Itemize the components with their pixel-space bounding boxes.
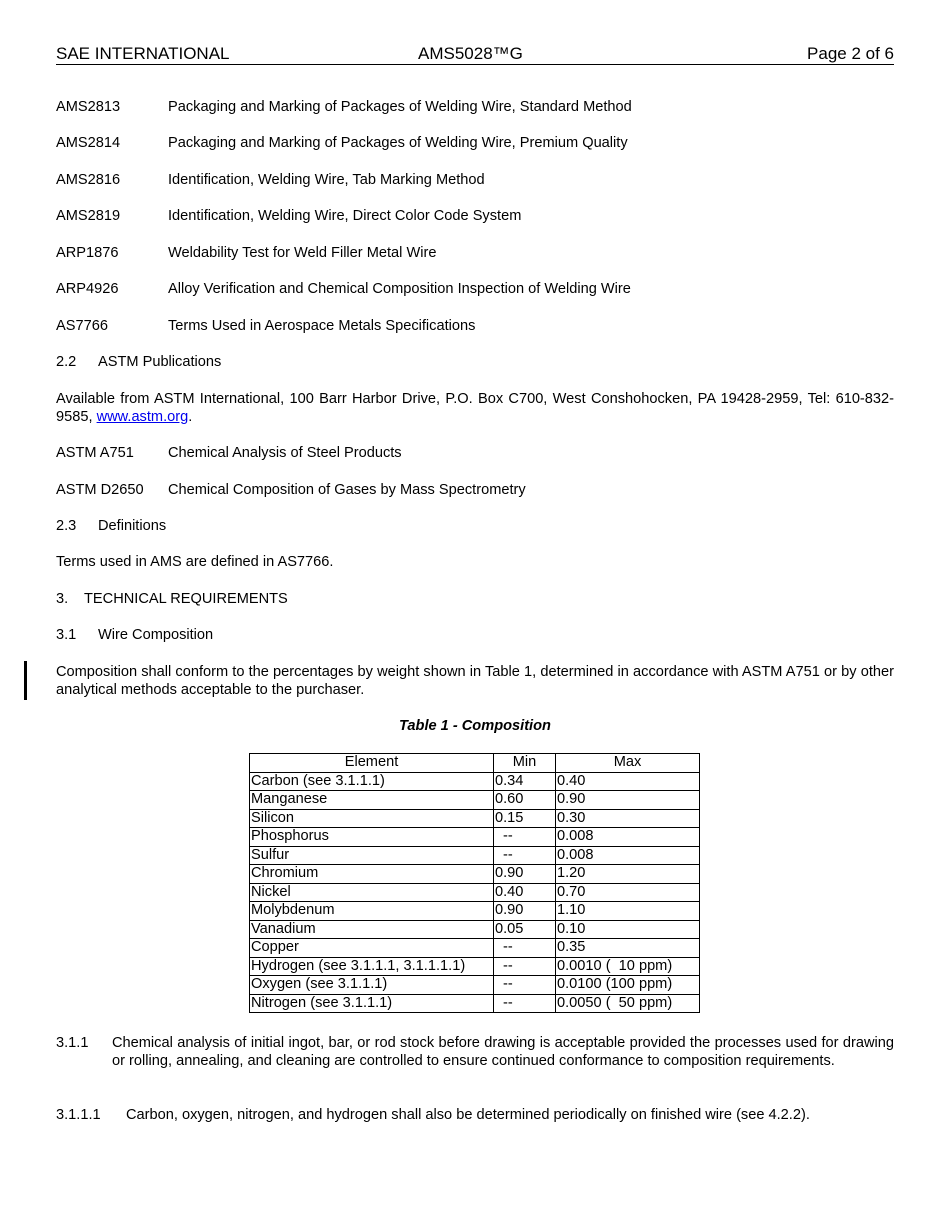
reference-title: Alloy Verification and Chemical Composition Inspection of Welding Wire [168, 281, 631, 297]
section-title: Wire Composition [98, 627, 214, 643]
cell-min: -- [494, 994, 556, 1013]
page-header [56, 44, 894, 65]
reference-entry [56, 317, 894, 335]
header-doc-number: AMS5028™G [418, 44, 523, 63]
reference-code: AS7766 [56, 318, 108, 334]
astm-availability-paragraph [56, 390, 894, 426]
header-org: SAE INTERNATIONAL [56, 44, 230, 63]
paragraph-text: Carbon, oxygen, nitrogen, and hydrogen shall also be determined periodically on finished wire (see 4.2.2). [126, 1107, 810, 1123]
cell-element: Oxygen (see 3.1.1.1) [250, 976, 494, 995]
reference-code: ASTM D2650 [56, 482, 144, 498]
cell-max: 0.35 [556, 939, 700, 958]
cell-element: Carbon (see 3.1.1.1) [250, 772, 494, 791]
column-header-max: Max [556, 754, 700, 773]
reference-entry [56, 171, 894, 189]
paragraph-text: Chemical analysis of initial ingot, bar, or rod stock before drawing is acceptable provided the processes used for drawing or rolling, annealing, and cleaning are controlled to ensure continued conformance to composition requirements. [112, 1035, 894, 1069]
reference-code: AMS2816 [56, 172, 121, 188]
composition-paragraph: Composition shall conform to the percentages by weight shown in Table 1, determined in accordance with ASTM A751 or by other analytical methods acceptable to the purchaser. [56, 664, 894, 698]
reference-entry [56, 280, 894, 298]
section-number: 3.1 [56, 627, 77, 643]
table-row [250, 939, 700, 958]
paragraph-number: 3.1.1.1 [56, 1107, 101, 1123]
astm-availability-text: Available from ASTM International, 100 Barr Harbor Drive, P.O. Box C700, West Conshohocken, PA 19428-2959, Tel: 610-832-9585, [56, 391, 894, 425]
cell-max: 0.30 [556, 809, 700, 828]
reference-entry [56, 98, 894, 116]
cell-min: 0.90 [494, 902, 556, 921]
paragraph-number: 3.1.1 [56, 1035, 89, 1051]
reference-entry [56, 207, 894, 225]
reference-title: Identification, Welding Wire, Tab Marking Method [168, 172, 485, 188]
cell-min: -- [494, 957, 556, 976]
cell-min: -- [494, 846, 556, 865]
cell-element: Molybdenum [250, 902, 494, 921]
cell-element: Nickel [250, 883, 494, 902]
reference-code: AMS2813 [56, 99, 121, 115]
reference-code: ASTM A751 [56, 445, 134, 461]
reference-title: Chemical Composition of Gases by Mass Spectrometry [168, 482, 526, 498]
cell-min: -- [494, 939, 556, 958]
reference-title: Weldability Test for Weld Filler Metal Wire [168, 245, 437, 261]
table-row [250, 920, 700, 939]
astm-website-link[interactable]: www.astm.org [96, 409, 189, 425]
cell-min: -- [494, 828, 556, 847]
cell-max: 0.10 [556, 920, 700, 939]
reference-entry [56, 481, 894, 499]
table-row [250, 865, 700, 884]
table-row [250, 846, 700, 865]
astm-availability-tail: . [188, 409, 193, 425]
cell-max: 0.0100 (100 ppm) [556, 976, 700, 995]
cell-min: 0.15 [494, 809, 556, 828]
table-caption: Table 1 - Composition [399, 718, 551, 734]
reference-title: Terms Used in Aerospace Metals Specifications [168, 318, 476, 334]
cell-min: 0.05 [494, 920, 556, 939]
cell-max: 1.20 [556, 865, 700, 884]
table-body [250, 772, 700, 1013]
table-row [250, 809, 700, 828]
reference-code: AMS2819 [56, 208, 121, 224]
table-row [250, 883, 700, 902]
table-header-row [250, 754, 700, 773]
cell-element: Nitrogen (see 3.1.1.1) [250, 994, 494, 1013]
section-heading-3-1 [56, 626, 894, 644]
cell-min: 0.34 [494, 772, 556, 791]
table-row [250, 828, 700, 847]
cell-element: Manganese [250, 791, 494, 810]
section-number: 2.3 [56, 518, 77, 534]
reference-code: ARP1876 [56, 245, 119, 261]
cell-max: 0.90 [556, 791, 700, 810]
cell-element: Hydrogen (see 3.1.1.1, 3.1.1.1.1) [250, 957, 494, 976]
column-header-element: Element [250, 754, 494, 773]
table-row [250, 902, 700, 921]
paragraph-3-1-1-1 [56, 1106, 894, 1124]
cell-min: 0.40 [494, 883, 556, 902]
table-row [250, 957, 700, 976]
section-number: 3. [56, 591, 69, 607]
cell-element: Phosphorus [250, 828, 494, 847]
cell-element: Sulfur [250, 846, 494, 865]
section-title: ASTM Publications [98, 354, 222, 370]
cell-max: 0.0050 ( 50 ppm) [556, 994, 700, 1013]
section-title: TECHNICAL REQUIREMENTS [84, 591, 288, 607]
reference-code: AMS2814 [56, 135, 121, 151]
section-heading-2-2 [56, 353, 894, 371]
table-row [250, 976, 700, 995]
cell-element: Silicon [250, 809, 494, 828]
table-row [250, 772, 700, 791]
reference-title: Identification, Welding Wire, Direct Color Code System [168, 208, 522, 224]
section-heading-2-3 [56, 517, 894, 535]
cell-max: 0.008 [556, 846, 700, 865]
cell-element: Vanadium [250, 920, 494, 939]
cell-min: 0.60 [494, 791, 556, 810]
cell-max: 0.70 [556, 883, 700, 902]
cell-min: 0.90 [494, 865, 556, 884]
table-row [250, 994, 700, 1013]
section-heading-3 [56, 590, 894, 608]
cell-element: Chromium [250, 865, 494, 884]
column-header-min: Min [494, 754, 556, 773]
reference-title: Chemical Analysis of Steel Products [168, 445, 402, 461]
reference-entry [56, 244, 894, 262]
reference-entry [56, 444, 894, 462]
cell-min: -- [494, 976, 556, 995]
table-row [250, 791, 700, 810]
revision-change-bar [24, 661, 27, 700]
composition-table [249, 753, 700, 1013]
cell-max: 0.008 [556, 828, 700, 847]
reference-title: Packaging and Marking of Packages of Welding Wire, Standard Method [168, 99, 632, 115]
section-number: 2.2 [56, 354, 77, 370]
definitions-paragraph: Terms used in AMS are defined in AS7766. [56, 554, 334, 570]
section-title: Definitions [98, 518, 167, 534]
cell-max: 0.0010 ( 10 ppm) [556, 957, 700, 976]
cell-max: 1.10 [556, 902, 700, 921]
cell-element: Copper [250, 939, 494, 958]
header-page-number: Page 2 of 6 [807, 44, 894, 63]
reference-code: ARP4926 [56, 281, 119, 297]
reference-title: Packaging and Marking of Packages of Welding Wire, Premium Quality [168, 135, 628, 151]
cell-max: 0.40 [556, 772, 700, 791]
document-page [56, 0, 894, 1230]
reference-entry [56, 134, 894, 152]
